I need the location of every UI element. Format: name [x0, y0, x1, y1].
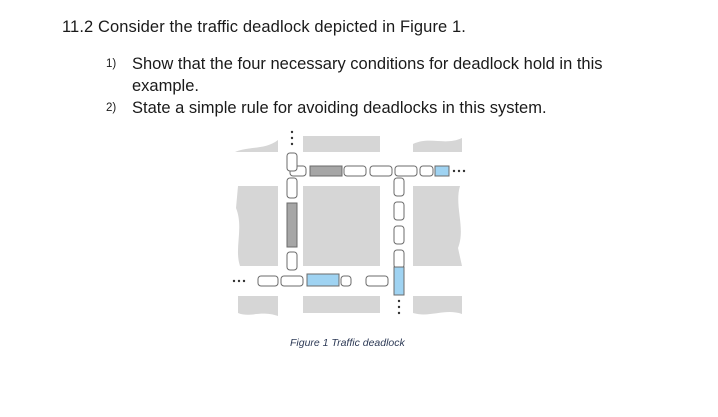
car	[394, 250, 404, 268]
car	[370, 166, 392, 176]
car	[366, 276, 388, 286]
car	[341, 276, 351, 286]
city-block	[413, 296, 462, 314]
question-list	[106, 53, 646, 119]
item-number: 2)	[106, 102, 117, 114]
city-blocks	[235, 136, 462, 316]
cars-top-row	[290, 166, 449, 176]
question-title: 11.2 Consider the traffic deadlock depicted in Figure 1.	[62, 18, 466, 36]
cars-bottom-row	[258, 274, 388, 286]
traffic-deadlock-figure	[230, 128, 470, 323]
truck	[310, 166, 342, 176]
city-block	[303, 296, 380, 313]
city-block	[236, 186, 278, 266]
car	[394, 202, 404, 220]
city-block	[413, 186, 462, 266]
car	[395, 166, 417, 176]
car	[287, 153, 297, 171]
car	[287, 252, 297, 270]
item-text: State a simple rule for avoiding deadlocks in this system.	[132, 99, 547, 117]
cars-right-column	[394, 178, 404, 295]
car	[420, 166, 433, 176]
car	[394, 226, 404, 244]
continuation-dots-bottom	[398, 300, 400, 314]
figure-caption: Figure 1 Traffic deadlock	[290, 337, 405, 349]
traffic-deadlock-illustration	[230, 128, 470, 318]
continuation-dots-top	[291, 131, 293, 145]
car	[287, 178, 297, 198]
item-number: 1)	[106, 58, 117, 70]
city-block	[413, 138, 462, 152]
continuation-dots-left	[233, 280, 245, 282]
car	[281, 276, 303, 286]
truck	[287, 203, 297, 247]
continuation-dots-right	[453, 170, 465, 172]
car	[344, 166, 366, 176]
blue-car	[435, 166, 449, 176]
car	[258, 276, 278, 286]
car	[394, 178, 404, 196]
city-block	[238, 296, 278, 316]
blue-truck	[394, 267, 404, 295]
city-block	[303, 136, 380, 152]
city-block	[235, 140, 278, 152]
blue-truck	[307, 274, 339, 286]
list-item	[106, 53, 646, 97]
cars-left-column	[287, 153, 297, 270]
item-text: Show that the four necessary conditions for deadlock hold in this example.	[132, 55, 603, 95]
city-block	[303, 186, 380, 266]
list-item	[106, 97, 646, 119]
